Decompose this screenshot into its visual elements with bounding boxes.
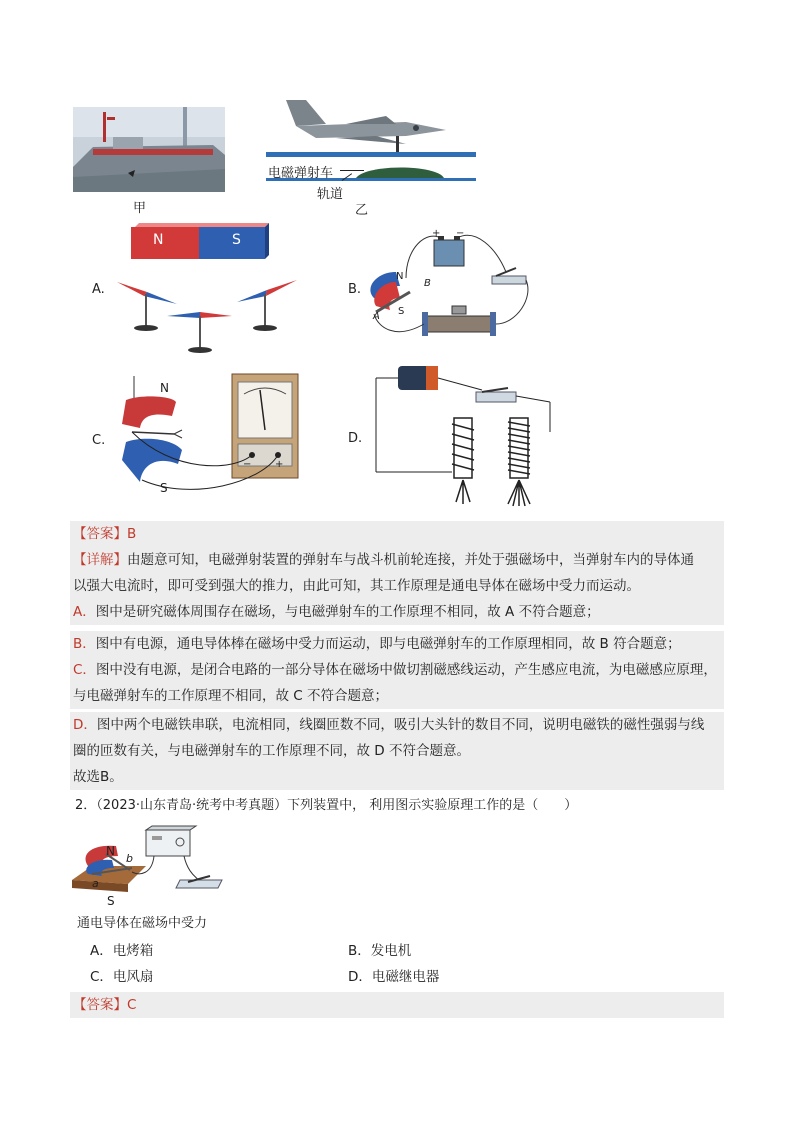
detail-tag: 【详解】 [73, 552, 127, 568]
q2-figure [72, 824, 224, 906]
q2-fig-s: S [107, 894, 115, 908]
analysis-c-tag: C． [73, 662, 96, 678]
analysis-c-text1: 图中没有电源，是闭合电路的一部分导体在磁场中做切割磁感线运动，产生感应电流，为电磁感应原理， [95, 662, 717, 678]
b-a: A [373, 311, 380, 322]
option-a-label: A. [92, 282, 105, 297]
car-label: 电磁弹射车 [268, 166, 334, 181]
b-b: B [424, 278, 431, 289]
analysis-d2: 圈的匝数有关，与电磁弹射车的工作原理不同，故 D 不符合题意。 [70, 738, 724, 764]
answer2-tag: 【答案】 [73, 997, 127, 1013]
electromagnets-d [372, 362, 558, 512]
analysis-c2: 与电磁弹射车的工作原理不相同，故 C 不符合题意； [70, 683, 724, 709]
b-plus: + [432, 228, 441, 239]
track-label: 轨道 [317, 187, 344, 202]
detail-line1 [70, 547, 724, 573]
q2-option-d[interactable]: D．电磁继电器 [348, 969, 440, 985]
analysis-d-text1: 图中两个电磁铁串联，电流相同，线圈匝数不同，吸引大头针的数目不同，说明电磁铁的磁性强弱与线 [96, 717, 705, 733]
b-n: N [396, 271, 404, 282]
analysis-d-tag: D． [73, 717, 97, 733]
answer1-value: B [127, 526, 137, 542]
q2-fig-b: b [126, 852, 133, 865]
generator-c [112, 372, 300, 494]
q2-caption: 通电导体在磁场中受力 [77, 916, 208, 931]
photo-carrier [73, 107, 225, 192]
detail-line2: 以强大电流时，即可受到强大的推力，由此可知，其工作原理是通电导体在磁场中受力而运动。 [70, 573, 724, 599]
analysis-d1 [70, 712, 724, 738]
analysis-b-text: 图中有电源，通电导体棒在磁场中受力而运动，即与电磁弹射车的工作原理相同，故 B 符合题意； [95, 636, 681, 652]
option-d-label: D. [348, 431, 363, 446]
q2-option-a[interactable]: A．电烤箱 [90, 943, 154, 959]
magnet-s-label: S [232, 232, 241, 248]
q2-fig-n: N [106, 844, 115, 858]
q2-fig-a: a [92, 877, 99, 890]
bar-magnet [131, 223, 269, 259]
analysis-b-tag: B． [73, 636, 96, 652]
q2-option-b[interactable]: B．发电机 [348, 943, 412, 959]
question2-stem: 2．（2023·山东青岛·统考中考真题）下列装置中， 利用图示实验原理工作的是（ ） [75, 798, 578, 813]
analysis-a-tag: A． [73, 604, 96, 620]
conclusion: 故选B。 [70, 764, 724, 790]
q2-option-c[interactable]: C．电风扇 [90, 969, 154, 985]
circuit-b [366, 228, 536, 350]
compass-needles [112, 272, 302, 356]
option-b-label: B. [348, 282, 362, 297]
detail-text1: 由题意可知，电磁弹射装置的弹射车与战斗机前轮连接，并处于强磁场中，当弹射车内的导体通 [127, 552, 694, 568]
option-c-label: C. [92, 433, 106, 448]
figure-label-jia: 甲 [133, 201, 147, 216]
c-meter-minus: − [243, 459, 252, 470]
analysis-a [70, 599, 724, 625]
answer1-tag: 【答案】 [73, 526, 127, 542]
b-s: S [398, 306, 405, 317]
analysis-c1 [70, 657, 724, 683]
c-s: S [160, 481, 168, 495]
magnet-n-label: N [153, 232, 164, 248]
c-meter-plus: + [275, 459, 284, 470]
answer1-row [70, 521, 724, 547]
answer2-value: C [127, 997, 137, 1013]
answer2-row [70, 992, 724, 1018]
b-minus: − [456, 228, 465, 239]
analysis-b [70, 631, 724, 657]
c-n: N [160, 381, 169, 395]
car-pointer-line [340, 170, 364, 171]
figure-label-yi: 乙 [355, 203, 369, 218]
analysis-a-text: 图中是研究磁体周围存在磁场，与电磁弹射车的工作原理不相同，故 A 不符合题意； [95, 604, 600, 620]
